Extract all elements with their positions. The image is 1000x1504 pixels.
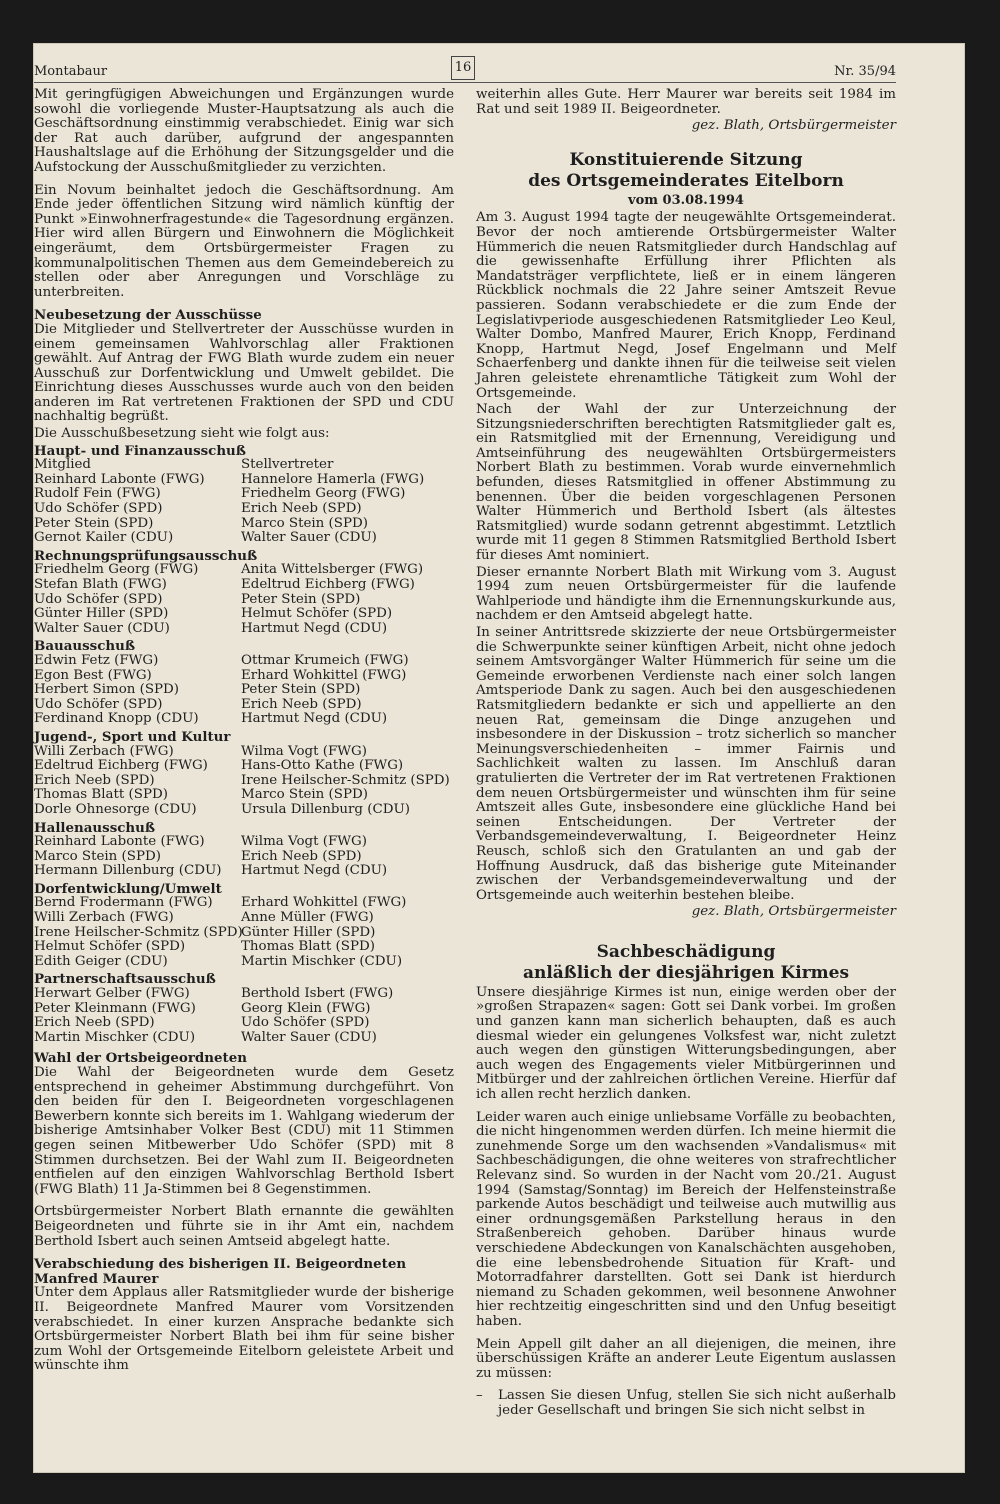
deputy: Edeltrud Eichberg (FWG): [241, 577, 415, 592]
member: Marco Stein (SPD): [34, 848, 161, 864]
committee-table: [34, 835, 454, 879]
committee-bau: [34, 639, 454, 727]
deputy: Hartmut Negd (CDU): [241, 863, 388, 879]
deputy: Anita Wittelsberger (FWG): [241, 562, 424, 578]
member: Reinhard Labonte (FWG): [34, 834, 205, 850]
header-issue: Nr. 35/94: [834, 64, 896, 79]
paragraph: weiterhin alles Gute. Herr Maurer war bereits seit 1984 im Rat und seit 1989 II. Beigeordneter.: [476, 87, 896, 117]
paragraph: Nach der Wahl der zur Unterzeichnung der Sitzungsniederschriften berechtigten Ratsmitglieder galt es, ein Ratsmitglied mit der Ernennung, Vereidigung und Amtseinführung des neugewählten Ortsbürgermeisters Norbert Blath zu bestimmen. Vorab wurde einvernehmlich befunden, dieses Ratsmitglied in offener Abstimmung zu benennen. Über die beiden vorgeschlagenen Personen Walter Hümmerich und Berthold Isbert (als ältestes Ratsmitglied) wurde sodann getrennt abgestimmt. Letztlich wurde mit 11 gegen 8 Stimmen Ratsmitglied Berthold Isbert für dieses Amt nominiert.: [476, 402, 896, 564]
signature: gez. Blath, Ortsbürgermeister: [691, 118, 896, 134]
paragraph: Die Mitglieder und Stellvertreter der Ausschüsse wurden in einem gemeinsamen Wahlvorschlag aller Fraktionen gewählt. Auf Antrag der FWG Blath wurde zudem ein neuer Ausschuß zur Dorfentwicklung und Umwelt gebildet. Die Einrichtung dieses Ausschusses wurde auch von den beiden anderen im Rat vertretenen Fraktionen der SPD und CDU nachhaltig begrüßt.: [34, 321, 454, 425]
subheading-verabschiedung: Verabschiedung des bisherigen II. Beigeordneten Manfred Maurer: [34, 1256, 407, 1287]
member: Willi Zerbach (FWG): [34, 910, 174, 926]
deputy: Peter Stein (SPD): [241, 682, 361, 698]
deputy: Ottmar Krumeich (FWG): [241, 652, 409, 668]
deputy: Hannelore Hamerla (FWG): [241, 471, 425, 487]
member: Egon Best (FWG): [34, 667, 152, 683]
member: Martin Mischker (CDU): [34, 1029, 196, 1045]
member: Herwart Gelber (FWG): [34, 986, 190, 1002]
deputy: Anne Müller (FWG): [241, 910, 374, 926]
member: Helmut Schöfer (SPD): [34, 939, 186, 955]
paragraph: Unter dem Applaus aller Ratsmitglieder wurde der bisherige II. Beigeordnete Manfred Maurer vom Vorsitzenden verabschiedet. In einer kurzen Ansprache bedankte sich Ortsbürgermeister Norbert Blath bei ihm für seine bisher zum Wohl der Ortsgemeinde Eitelborn geleistete Arbeit und wünschte ihm: [34, 1285, 454, 1374]
left-column: [34, 88, 454, 1382]
member: Gernot Kailer (CDU): [34, 530, 174, 546]
member: Willi Zerbach (FWG): [34, 743, 174, 759]
committee-table: [34, 458, 454, 546]
paragraph: Die Wahl der Beigeordneten wurde dem Gesetz entsprechend in geheimer Abstimmung durchgeführt. Von den beiden für den I. Beigeordneten vorgeschlagenen Bewerbern konnte sich bereits im 1. Wahlgang wiederum der bisherige Amtsinhaber Volker Best (CDU) mit 11 Stimmen gegen seinen Mitbewerber Udo Schöfer (SPD) mit 8 Stimmen durchsetzen. Bei der Wahl zum II. Beigeordneten entfielen auf den einzigen Wahlvorschlag Berthold Isbert (FWG Blath) 11 Ja-Stimmen bei 8 Gegenstimmen.: [34, 1065, 454, 1197]
bullet-item: [476, 1389, 896, 1418]
member: Walter Sauer (CDU): [34, 620, 170, 636]
deputy: Udo Schöfer (SPD): [241, 1015, 370, 1031]
paragraph: Die Ausschußbesetzung sieht wie folgt aus:: [34, 426, 330, 442]
deputy: Erich Neeb (SPD): [241, 501, 362, 517]
paragraph: Mit geringfügigen Abweichungen und Ergänzungen wurde sowohl die vorliegende Muster-Hauptsatzung als auch die Geschäftsordnung einstimmig verabschiedet. Einig war sich der Rat auch darüber, aufgrund der angespannten Haushaltslage auf die Erhöhung der Sitzungsgelder und die Aufstockung der Ausschußmitglieder zu verzichten.: [34, 87, 454, 175]
deputy: Walter Sauer (CDU): [241, 1029, 377, 1045]
committee-table: [34, 896, 454, 969]
article-title: [476, 150, 896, 192]
member: Stefan Blath (FWG): [34, 577, 167, 592]
member: Edith Geiger (CDU): [34, 953, 168, 969]
deputy: Erich Neeb (SPD): [241, 848, 362, 864]
committee-title: Partnerschaftsausschuß: [34, 971, 216, 988]
paragraph: In seiner Antrittsrede skizzierte der neue Ortsbürgermeister die Schwerpunkte seiner künftigen Arbeit, nicht ohne jedoch seinem Amtsvorgänger Walter Hümmerich für seine um die Gemeinde erworbenen Verdienste nach einer solch langen Amtsperiode Dank zu sagen. Auch bei den ausgeschiedenen Ratsmitgliedern bedankte er sich und appellierte an den neuen Rat, gemeinsam die Dinge anzugehen und insbesondere in der Diskussion – trotz sicherlich so mancher Meinungsverschiedenheiten – immer Fairnis und Sachlichkeit walten zu lassen. Im Anschluß daran gratulierten die Vertreter der im Rat vertretenen Fraktionen dem neuen Ortsbürgermeister und wünschten ihm für seine Amtszeit alles Gute, insbesondere eine glückliche Hand bei seinen Entscheidungen. Der Vertreter der Verbandsgemeindeverwaltung, I. Beigeordneter Heinz Reusch, schloß sich den Gratulanten an und gab der Hoffnung Ausdruck, daß das bisherige gute Miteinander zwischen der Verbandsgemeindeverwaltung und der Ortsgemeinde auch weiterhin bestehen bleibe.: [476, 625, 896, 903]
bullet-dash: –: [476, 1388, 483, 1404]
committee-title: Jugend-, Sport und Kultur: [34, 728, 231, 745]
committee-partnerschaft: [34, 972, 454, 1045]
member: Udo Schöfer (SPD): [34, 501, 163, 517]
deputy: Wilma Vogt (FWG): [241, 834, 367, 850]
deputy: Erich Neeb (SPD): [241, 696, 362, 712]
member: Erich Neeb (SPD): [34, 772, 155, 788]
deputy: Erhard Wohkittel (FWG): [241, 895, 407, 911]
member: Reinhard Labonte (FWG): [34, 471, 205, 487]
deputy: Irene Heilscher-Schmitz (SPD): [241, 772, 450, 788]
member: Hermann Dillenburg (CDU): [34, 863, 222, 879]
deputy: Walter Sauer (CDU): [241, 530, 377, 546]
paragraph: Ortsbürgermeister Norbert Blath ernannte die gewählten Beigeordneten und führte sie in ihr Amt ein, nachdem Berthold Isbert auch seinen Amtseid abgelegt hatte.: [34, 1204, 454, 1249]
article-title-line: Sachbeschädigung: [596, 941, 776, 962]
page-number-box: 16: [451, 56, 475, 80]
paragraph: Ein Novum beinhaltet jedoch die Geschäftsordnung. Am Ende jeder öffentlichen Sitzung wird nämlich künftig der Punkt »Einwohnerfragestunde« die Tagesordnung ergänzen. Hier wird allen Bürgern und Einwohnern die Möglichkeit eingeräumt, dem Ortsbürgermeister Fragen zu kommunalpolitischen Themen aus dem Gemeindebereich zu stellen oder aber Anregungen und Vorschläge zu unterbreiten.: [34, 182, 454, 300]
subheading-wahl: Wahl der Ortsbeigeordneten: [34, 1050, 247, 1067]
member: Edwin Fetz (FWG): [34, 652, 159, 668]
committee-title: Rechnungsprüfungsausschuß: [34, 547, 258, 564]
deputy: Erhard Wohkittel (FWG): [241, 667, 407, 683]
article-title-line: des Ortsgemeinderates Eitelborn: [528, 170, 844, 191]
paragraph: Mein Appell gilt daher an all diejenigen, die meinen, ihre überschüssigen Kräfte an anderer Leute Eigentum auslassen zu müssen:: [476, 1336, 896, 1381]
member: Herbert Simon (SPD): [34, 682, 180, 698]
signature: gez. Blath, Ortsbürgermeister: [691, 904, 896, 920]
member: Peter Stein (SPD): [34, 515, 154, 531]
deputy: Hartmut Negd (CDU): [241, 620, 388, 636]
deputy: Ursula Dillenburg (CDU): [241, 801, 410, 817]
committee-table: [34, 987, 454, 1045]
committee-title: Hallenausschuß: [34, 819, 156, 836]
deputy: Friedhelm Georg (FWG): [241, 486, 406, 502]
header-place: Montabaur: [34, 64, 108, 79]
deputy: Thomas Blatt (SPD): [241, 939, 375, 955]
member: Erich Neeb (SPD): [34, 1015, 155, 1031]
committee-title: Dorfentwicklung/Umwelt: [34, 880, 222, 897]
member: Udo Schöfer (SPD): [34, 591, 163, 607]
member: Günter Hiller (SPD): [34, 606, 169, 622]
committee-halle: [34, 821, 454, 879]
deputy: Martin Mischker (CDU): [241, 953, 403, 969]
deputy: Helmut Schöfer (SPD): [241, 606, 393, 622]
article-sachbeschaedigung: [476, 942, 896, 1419]
paragraph: Unsere diesjährige Kirmes ist nun, einige werden ober der »großen Strapazen« sagen: Gott sei Dank vorbei. Im großen und ganzen kann man sicherlich behaupten, daß es auch diesmal wieder ein gelungenes Volksfest war, nicht zuletzt auch wegen den günstigen Witterungsbedingungen, aber auch wegen des Engagements vieler Mitbürgerinnen und Mitbürger und der zahlreichen örtlichen Vereine. Hierfür daf ich allen recht herzlich danken.: [476, 984, 896, 1103]
article-date: vom 03.08.1994: [628, 192, 744, 208]
committee-table: [34, 654, 454, 727]
article-title: [476, 942, 896, 984]
committee-title: Bauausschuß: [34, 638, 136, 655]
bullet-text: Lassen Sie diesen Unfug, stellen Sie sich nicht außerhalb jeder Gesellschaft und bringen Sie sich nicht selbst in: [498, 1388, 896, 1418]
deputy: Berthold Isbert (FWG): [241, 986, 394, 1002]
deputy: Hartmut Negd (CDU): [241, 711, 388, 727]
article-title-line: anläßlich der diesjährigen Kirmes: [522, 962, 850, 983]
paragraph: Leider waren auch einige unliebsame Vorfälle zu beobachten, die nicht hingenommen werden dürfen. Ich meine hiermit die zunehmende Sorge um den wachsenden »Vandalismus« mit Sachbeschädigungen, die ohne weiteres von strafrechtlicher Relevanz sind. So wurden in der Nacht vom 20./21. August 1994 (Samstag/Sonntag) im Bereich der Helfensteinstraße parkende Autos beschädigt und teilweise auch mutwillig aus einer ordnungsgemäßen Parkstellung heraus in den Straßenbereich gehoben. Darüber hinaus wurde verschiedene Abdeckungen von Kanalschächten ausgehoben, die eine lebensbedrohende Situation für Kraft- und Motorradfahrer darstellten. Gott sei Dank ist hierdurch niemand zu Schaden gekommen, weil besonnene Anwohner hier rechtzeitig eingeschritten sind und den Unfug beseitigt haben.: [476, 1109, 896, 1329]
deputy: Georg Klein (FWG): [241, 1000, 371, 1016]
subheading-neubesetzung: Neubesetzung der Ausschüsse: [34, 307, 262, 324]
deputy: Stellvertreter: [241, 457, 334, 473]
article-konstituierende-sitzung: [476, 150, 896, 920]
deputy: Günter Hiller (SPD): [241, 924, 376, 940]
deputy: Peter Stein (SPD): [241, 591, 361, 607]
member: Friedhelm Georg (FWG): [34, 562, 199, 578]
deputy: Marco Stein (SPD): [241, 787, 368, 803]
right-column: [476, 88, 896, 1419]
committee-dorfentwicklung: [34, 882, 454, 970]
paragraph: Am 3. August 1994 tagte der neugewählte Ortsgemeinderat. Bevor der noch amtierende Ortsbürgermeister Walter Hümmerich die neuen Ratsmitglieder durch Handschlag auf die gewissenhafte Erfüllung ihrer Pflichten als Mandatsträger verpflichtete, ließ er in einem längeren Rückblick nochmals die 22 Jahre seiner Amtszeit Revue passieren. Sodann verabschiedete er die zum Ende der Legislativperiode ausgeschiedenen Ratsmitglieder Leo Keul, Walter Dombo, Manfred Maurer, Erich Knopp, Ferdinand Knopp, Hartmut Negd, Josef Engelmann und Melf Schaerfenberg und dankte ihnen für die teilweise seit vielen Jahren geleistete ehrenamtliche Tätigkeit zum Wohl der Ortsgemeinde.: [476, 210, 896, 401]
committee-table: [34, 563, 454, 636]
member: Dorle Ohnesorge (CDU): [34, 801, 197, 817]
member: Bernd Frodermann (FWG): [34, 895, 213, 911]
member: Udo Schöfer (SPD): [34, 696, 163, 712]
committee-haupt: [34, 444, 454, 546]
deputy: Wilma Vogt (FWG): [241, 743, 367, 759]
member: Irene Heilscher-Schmitz (SPD): [34, 924, 243, 940]
article-title-line: Konstituierende Sitzung: [569, 149, 803, 170]
member: Peter Kleinmann (FWG): [34, 1000, 196, 1016]
member: Edeltrud Eichberg (FWG): [34, 758, 208, 774]
paragraph: Dieser ernannte Norbert Blath mit Wirkung vom 3. August 1994 zum neuen Ortsbürgermeister für die laufende Wahlperiode und händigte ihm die Ernennungskurkunde aus, nachdem er den Amtseid abgelegt hatte.: [476, 564, 896, 624]
member: Ferdinand Knopp (CDU): [34, 711, 199, 727]
committee-table: [34, 745, 454, 818]
page-header: [34, 56, 896, 83]
deputy: Marco Stein (SPD): [241, 515, 368, 531]
member: Mitglied: [34, 457, 92, 473]
deputy: Hans-Otto Kathe (FWG): [241, 758, 404, 774]
committee-rechnungspruefung: [34, 549, 454, 637]
committee-jugend: [34, 730, 454, 818]
committee-title: Haupt- und Finanzausschuß: [34, 442, 246, 459]
member: Thomas Blatt (SPD): [34, 787, 168, 803]
member: Rudolf Fein (FWG): [34, 486, 161, 502]
